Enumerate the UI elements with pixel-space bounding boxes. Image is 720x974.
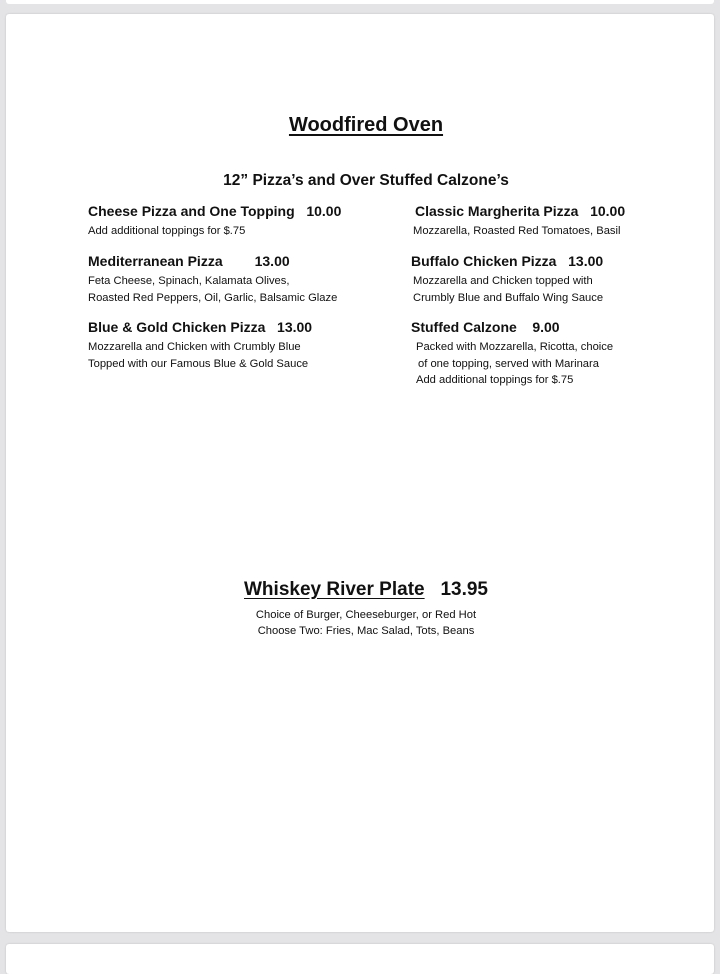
menu-item-cheese-pizza <box>88 202 341 240</box>
item-price: 13.00 <box>254 253 290 269</box>
item-description <box>88 223 341 240</box>
special-item-price: 13.95 <box>440 579 488 600</box>
item-name: Cheese Pizza and One Topping <box>88 203 295 219</box>
description-line: Roasted Red Peppers, Oil, Garlic, Balsamic Glaze <box>88 291 338 304</box>
description-line: Packed with Mozzarella, Ricotta, choice <box>416 341 614 353</box>
menu-title: Woodfired Oven <box>288 114 444 136</box>
description-line: Topped with our Famous Blue & Gold Sauce <box>88 357 309 370</box>
item-name: Blue & Gold Chicken Pizza <box>88 319 266 335</box>
description-line: Choice of Burger, Cheeseburger, or Red Hot <box>255 609 477 621</box>
item-name: Stuffed Calzone <box>411 319 517 335</box>
item-description <box>411 339 613 389</box>
description-line: Choose Two: Fries, Mac Salad, Tots, Beans <box>257 625 475 637</box>
special-item-heading <box>6 579 720 601</box>
item-description <box>88 339 312 372</box>
description-line: Add additional toppings for $.75 <box>88 225 246 237</box>
item-price: 9.00 <box>532 319 560 335</box>
menu-item-mediterranean-pizza <box>88 252 337 306</box>
description-line: Add additional toppings for $.75 <box>416 374 574 386</box>
item-description <box>411 273 603 306</box>
menu-page <box>6 14 714 932</box>
description-line: Mozzarella and Chicken with Crumbly Blue <box>88 341 301 353</box>
item-description <box>413 223 625 240</box>
item-price: 13.00 <box>277 319 313 335</box>
item-description <box>88 273 337 306</box>
description-line: Mozzarella, Roasted Red Tomatoes, Basil <box>413 225 621 237</box>
previous-page-edge <box>6 0 714 4</box>
menu-item-blue-gold-chicken-pizza <box>88 318 312 372</box>
item-name: Classic Margherita Pizza <box>415 203 579 219</box>
special-item-name: Whiskey River Plate <box>244 579 425 600</box>
menu-item-classic-margherita-pizza <box>413 202 625 240</box>
next-page-edge <box>6 944 714 974</box>
description-line: of one topping, served with Marinara <box>418 357 599 370</box>
item-name: Buffalo Chicken Pizza <box>411 253 557 269</box>
menu-item-stuffed-calzone <box>411 318 613 389</box>
special-item-description <box>6 607 720 639</box>
item-price: 10.00 <box>590 203 626 219</box>
menu-subtitle: 12” Pizza’s and Over Stuffed Calzone’s <box>223 172 509 189</box>
description-line: Feta Cheese, Spinach, Kalamata Olives, <box>88 275 290 287</box>
description-line: Mozzarella and Chicken topped with <box>413 275 593 287</box>
item-price: 13.00 <box>568 253 604 269</box>
menu-item-buffalo-chicken-pizza <box>411 252 603 306</box>
item-price: 10.00 <box>306 203 342 219</box>
item-name: Mediterranean Pizza <box>88 253 223 269</box>
description-line: Crumbly Blue and Buffalo Wing Sauce <box>413 291 604 304</box>
